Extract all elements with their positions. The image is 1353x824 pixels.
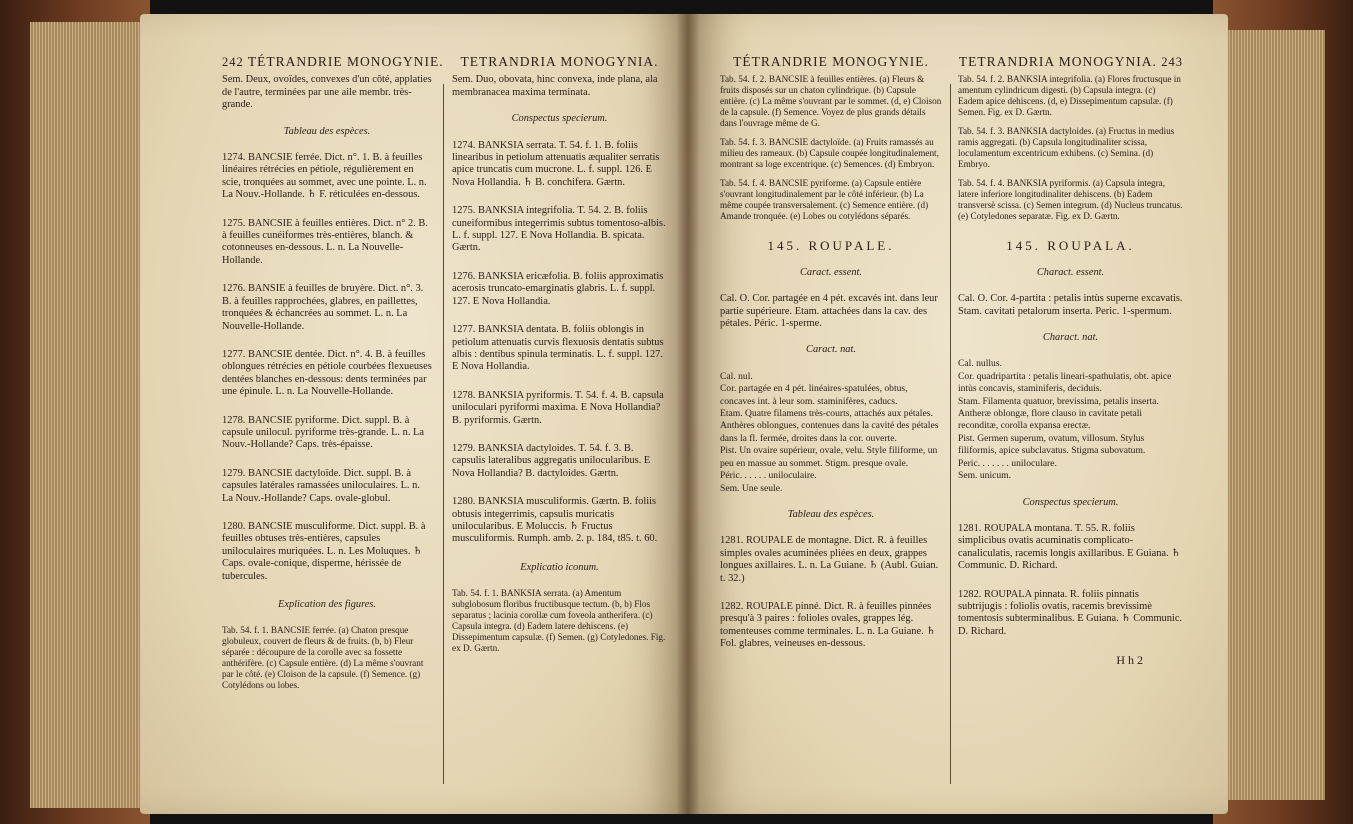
running-header: [958, 56, 1183, 68]
right-page: [688, 14, 1228, 814]
seed-description: Sem. Duo, obovata, hinc convexa, inde plana, ala membranacea maxima terminata.: [452, 74, 658, 98]
species-entry: 1282. ROUPALE pinné. Dict. R. à feuilles pinnées presqu'à 3 paires : folioles ovales, grappes lég. tomenteuses comme terminales. L. n. La Guiane. ♄ Fol. glabres, veineuses en-dessous.: [720, 600, 936, 650]
species-entry: 1278. BANCSIE pyriforme. Dict. suppl. B. à capsule unilocul. pyriforme très-grande. L. n. La Nouv.-Hollande? Caps. très-épaisse.: [222, 414, 424, 451]
running-header: [222, 54, 444, 69]
species-entry: 1278. BANKSIA pyriformis. T. 54. f. 4. B. capsula uniloculari pyriformi maxima. E Nova Hollandia? B. pyriformis. Gærtn.: [452, 389, 664, 426]
species-entry: 1281. ROUPALA montana. T. 55. R. foliis simplicibus ovatis acuminatis complicato-canaliculatis, racemis longis axillaribus. E Guiana. ♄ Communic. D. Richard.: [958, 522, 1181, 572]
species-entry: 1276. BANKSIA ericæfolia. B. foliis approximatis acerosis truncato-emarginatis glabris. L. f. suppl. 127. E Nova Hollandia.: [452, 270, 664, 307]
species-entry: 1280. BANCSIE musculiforme. Dict. suppl. B. à feuilles obtuses très-entières, capsules uniloculaires muriquées. L. n. Les Moluques. ♄ Caps. ovale-conique, disperme, hérissée de tubercules.: [222, 520, 426, 582]
header-title: TÉTRANDRIE MONOGYNIE.: [733, 54, 929, 69]
header-title: TÉTRANDRIE MONOGYNIE.: [247, 54, 444, 69]
figures-title: Explication des figures.: [277, 599, 377, 610]
charact-nat-title: Charact. nat.: [1042, 332, 1099, 344]
figures-title: Explicatio iconum.: [520, 561, 599, 573]
page-number: 242: [222, 55, 244, 69]
species-entry: 1277. BANKSIA dentata. B. foliis oblongis in petiolum attenuatis curvis flexuosis dentatis subtus albis : dentibus spinula terminatis. L. f. suppl. 127. E Nova Hollandia.: [452, 324, 664, 373]
column-divider: [443, 84, 444, 784]
latin-column: [958, 56, 1183, 667]
species-entry: 1275. BANKSIA integrifolia. T. 54. 2. B. foliis cuneiformibus integerrimis subtus tomentoso-albis. L. f. suppl. 127. E Nova Hollandia. B. spicata. Gærtn.: [452, 205, 666, 254]
running-header: [720, 56, 942, 68]
species-entry: 1275. BANCSIE à feuilles entières. Dict. n° 2. B. à feuilles cunéiformes très-entières, blanch. & cotonneuses en-dessous. L. n. La Nouvelle-Hollande.: [222, 217, 428, 266]
charact-nat-title: Caract. nat.: [806, 344, 856, 356]
header-title: TETRANDRIA MONOGYNIA.: [958, 54, 1157, 69]
latin-column: [452, 56, 667, 662]
species-entry: 1274. BANCSIE ferrée. Dict. n°. 1. B. à feuilles linéaires rétrécies en pétiole, régulièrement en scie, tronquées au sommet, avec une pointe. L. n. La Nouv.-Hollande. ♄ F. réticulées en-dessous.: [222, 152, 427, 201]
species-entry: 1281. ROUPALE de montagne. Dict. R. à feuilles simples ovales acuminées pliées en deux, grappes longues axillaires. L. n. La Guiane. ♄ (Aubl. Guian. t. 32.): [720, 535, 939, 584]
charact-text: Cal. O. Cor. 4-partita : petalis intùs superne excavatis. Stam. cavitati petalorum inserta. Peric. 1-spermum.: [958, 293, 1183, 317]
seed-description: Sem. Deux, ovoïdes, convexes d'un côté, applaties de l'autre, terminées par une aile membr. très-grande.: [222, 74, 432, 111]
charact-nat-text: Cal. nul. Cor. partagée en 4 pét. linéaires-spatulées, obtus, concaves int. à leur som. staminifères, caducs. Etam. Quatre filamens très-courts, attachés aux pétales. Anthères oblongues, contenues dans la cavité des pétales dans la fl. fermée, droites dans la cor. ouverte. Pist. Un ovaire supérieur, ovale, velu. Style filiforme, un peu en massue au sommet. Stigm. presque ovale. Péric. . . . . . uniloculaire. Sem. Une seule.: [720, 370, 939, 494]
charact-text: Cal. O. Cor. partagée en 4 pét. excavés int. dans leur partie supérieure. Etam. attachées dans la cav. des pétales. Péric. 1-sperme.: [720, 293, 938, 330]
figures-text: Tab. 54. f. 2. BANKSIA integrifolia. (a) Flores fructusque in amentum cylindricum digesti. (b) Capsula integra. (c) Eadem apice dehiscens. (d, e) Dissepimentum capsulæ. (f) Semen. Fig. ex D. Gærtn. Tab. 54. f. 3. BANKSIA dactyloides. (a) Fructus in medius ramis aggregati. (b) Capsula longitudinaliter scissa, loculamentum excentricum exhibens. (c) Semina. (d) Embryo. Tab. 54. f. 4. BANKSIA pyriformis. (a) Capsula integra, latere inferiore longitudinaliter dehiscens. (b) Eadem transversè scissa. (c) Semen integrum. (d) Nucleus truncatus. (e) Cotyledones separatæ. Fig. ex D. Gærtn.: [958, 74, 1183, 222]
column-divider: [950, 84, 951, 784]
genus-title: 145. ROUPALA.: [1006, 238, 1135, 254]
page-number: 243: [1161, 55, 1183, 69]
section-title: Conspectus specierum.: [1022, 496, 1119, 508]
section-title: Tableau des espèces.: [283, 125, 371, 137]
section-title: Conspectus specierum.: [511, 113, 608, 125]
french-column: [222, 54, 444, 699]
species-entry: 1282. ROUPALA pinnata. R. foliis pinnatis subtrijugis : foliolis ovatis, racemis brevissimè tomentosis subterminalibus. E Guiana. ♄ Communic. D. Richard.: [958, 588, 1183, 637]
french-column: [720, 56, 942, 667]
book-gutter: [676, 14, 700, 814]
left-page: [140, 14, 688, 814]
section-title: Tableau des espèces.: [787, 508, 875, 520]
species-entry: 1279. BANCSIE dactyloïde. Dict. suppl. B. à capsules latérales ramassées uniloculaires. L. n. La Nouv.-Hollande? Caps. ovale-globul.: [222, 467, 420, 504]
charact-title: Charact. essent.: [1036, 266, 1105, 278]
figures-text: Tab. 54. f. 1. BANCSIE ferrée. (a) Chaton presque globuleux, couvert de fleurs & de fruits. (b, b) Fleur séparée : découpure de la corolle avec sa fossette anthérifère. (c) Capsule entière. (d) La même s'ouvrant par le côté. (e) Cloison de la capsule. (f) Semence. (g) Cotylédons ou lobes.: [222, 625, 424, 691]
species-entry: 1274. BANKSIA serrata. T. 54. f. 1. B. foliis linearibus in petiolum attenuatis æqualiter serratis apice truncatis cum mucrone. L. f. suppl. 126. E Nova Hollandia. ♄ B. conchifera. Gærtn.: [452, 139, 660, 188]
charact-nat-text: Cal. nullus. Cor. quadripartita : petalis lineari-spathulatis, obt. apice intùs concavis, staminiferis, deciduis. Stam. Filamenta quatuor, brevissima, petalis inserta. Antheræ oblongæ, flore clauso in cavitate petali reconditæ, corolla expansa erectæ. Pist. Germen superum, ovatum, villosum. Stylus filiformis, apice subclavatus. Stigma subovatum. Peric. . . . . . . uniloculare. Sem. unicum.: [958, 358, 1172, 482]
figures-text: Tab. 54. f. 2. BANCSIE à feuilles entières. (a) Fleurs & fruits disposés sur un chaton cylindrique. (b) Capsule entière. (c) La même s'ouvrant par le sommet. (d, e) Cloison de la capsule. (f) Semence. Voyez de plus grands détails dans l'ouvrage même de G. Tab. 54. f. 3. BANCSIE dactyloïde. (a) Fruits ramassés au milieu des rameaux. (b) Capsule coupée longitudinalement, montrant sa loge excentrique. (c) Semences. (d) Embryon. Tab. 54. f. 4. BANCSIE pyriforme. (a) Capsule entière s'ouvrant longitudinalement par le côté inférieur. (b) La même coupée transversalement. (c) Semence entière. (d) Amande tronquée. (e) Lobes ou cotylédons séparés.: [720, 74, 942, 222]
genus-title: 145. ROUPALE.: [767, 238, 895, 254]
species-entry: 1277. BANCSIE dentée. Dict. n°. 4. B. à feuilles oblongues rétrécies en pétiole courbées flexueuses dentées blanches en-dessous: dents terminées par une épinule. L. n. La Nouvelle-Hollande.: [222, 348, 432, 398]
running-header: [452, 56, 667, 68]
species-entry: 1276. BANSIE à feuilles de bruyère. Dict. n°. 3. B. à feuilles rapprochées, glabres, en paillettes, tronquées & échancrées au sommet. L. n. La Nouvelle-Hollande.: [222, 283, 424, 332]
charact-title: Caract. essent.: [799, 266, 863, 278]
signature-mark: H h 2: [1116, 653, 1143, 668]
species-entry: 1279. BANKSIA dactyloides. T. 54. f. 3. B. capsulis lateralibus aggregatis unilocularibus. E Nova Hollandia? B. dactyloides. Gærtn.: [452, 442, 651, 479]
figures-text: Tab. 54. f. 1. BANKSIA serrata. (a) Amentum subglobosum floribus fructibusque tectum. (b, b) Flos separatus ; lacinia corollæ cum foveola antherifera. (c) Capsula integra. (d) Eadem latere dehiscens. (e) Dissepimentum capsulæ. (f) Semen. (g) Cotyledones. Fig. ex D. Gærtn.: [452, 588, 666, 654]
header-title: TETRANDRIA MONOGYNIA.: [460, 54, 659, 69]
species-entry: 1280. BANKSIA musculiformis. Gærtn. B. foliis obtusis integerrimis, capsulis muricatis unilocularibus. E Moluccis. ♄ Fructus musculiformis. Rumph. amb. 2. p. 184, t85. t. 60.: [452, 496, 658, 545]
